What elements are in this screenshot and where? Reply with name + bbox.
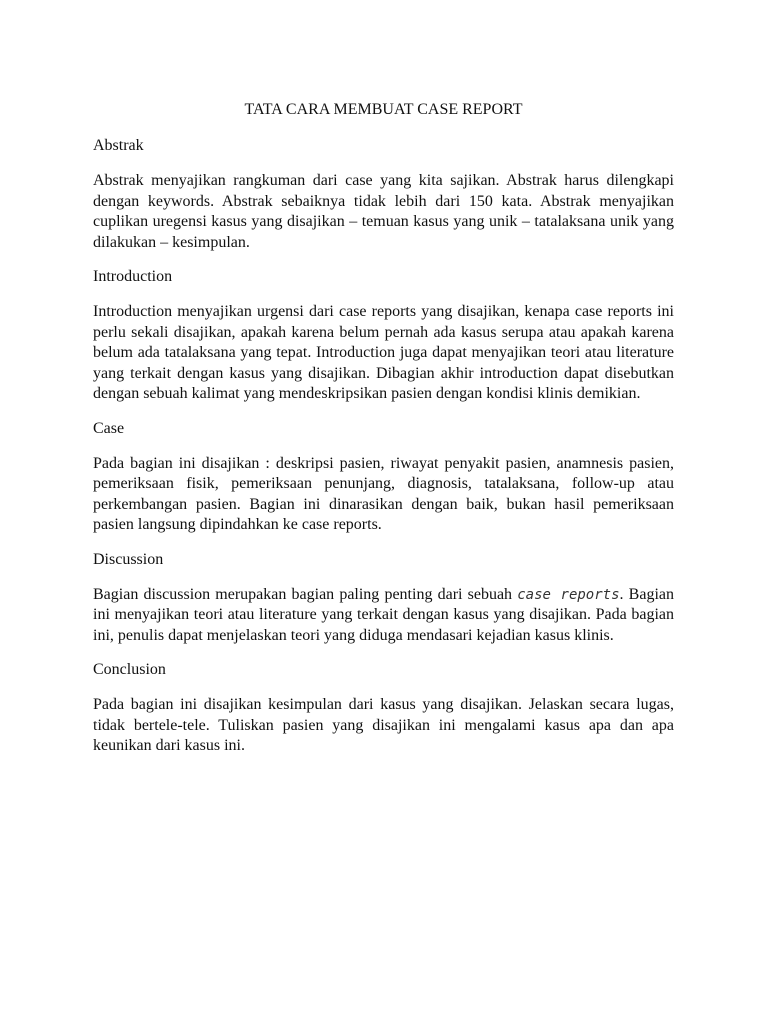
section-heading: Abstrak — [93, 137, 144, 154]
section-heading: Case — [93, 419, 125, 437]
section-body — [93, 585, 674, 647]
document-title: TATA CARA MEMBUAT CASE REPORT — [244, 101, 523, 118]
body-text: Bagian discussion merupakan bagian paling penting dari sebuah — [93, 585, 518, 603]
section-heading: Discussion — [93, 550, 164, 568]
section-body: Pada bagian ini disajikan kesimpulan dari kasus yang disajikan. Jelaskan secara lugas, tidak bertele-tele. Tuliskan pasien yang disajikan ini mengalami kasus apa dan apa keunikan dari kasus ini. — [93, 696, 674, 754]
section-abstrak — [93, 136, 674, 253]
section-conclusion — [93, 660, 674, 757]
section-heading: Introduction — [93, 268, 173, 285]
section-body: Abstrak menyajikan rangkuman dari case yang kita sajikan. Abstrak harus dilengkapi dengan keywords. Abstrak sebaiknya tidak lebih dari 150 kata. Abstrak menyajikan cuplikan uregensi kasus yang disajikan – temuan kasus yang unik – tatalaksana unik yang dilakukan – kesimpulan. — [93, 172, 674, 251]
section-discussion — [93, 550, 674, 647]
section-introduction — [93, 267, 674, 405]
section-body: Pada bagian ini disajikan : deskripsi pasien, riwayat penyakit pasien, anamnesis pasien, pemeriksaan fisik, pemeriksaan penunjang, diagnosis, tatalaksana, follow-up atau perkembangan pasien. Bagian ini dinarasikan dengan baik, bukan hasil pemeriksaan pasien langsung dipindahkan ke case reports. — [93, 454, 674, 533]
emphasis-text: case reports — [517, 586, 620, 603]
body-text: . Bagian ini menyajikan teori atau literature yang terkait dengan kasus yang disajikan. Pada bagian ini, penulis dapat menjelaskan teori yang diduga mendasari kejadian kasus klinis. — [93, 585, 674, 644]
section-heading: Conclusion — [93, 661, 166, 678]
section-body: Introduction menyajikan urgensi dari case reports yang disajikan, kenapa case reports ini perlu sekali disajikan, apakah karena belum pernah ada kasus serupa atau apakah karena belum ada tatalaksana yang tepat. Introduction juga dapat menyajikan teori atau literature yang terkait dengan kasus yang disajikan. Dibagian akhir introduction dapat disebutkan dengan sebuah kalimat yang mendeskripsikan pasien dengan kondisi klinis demikian. — [93, 303, 674, 402]
section-case — [93, 419, 674, 536]
